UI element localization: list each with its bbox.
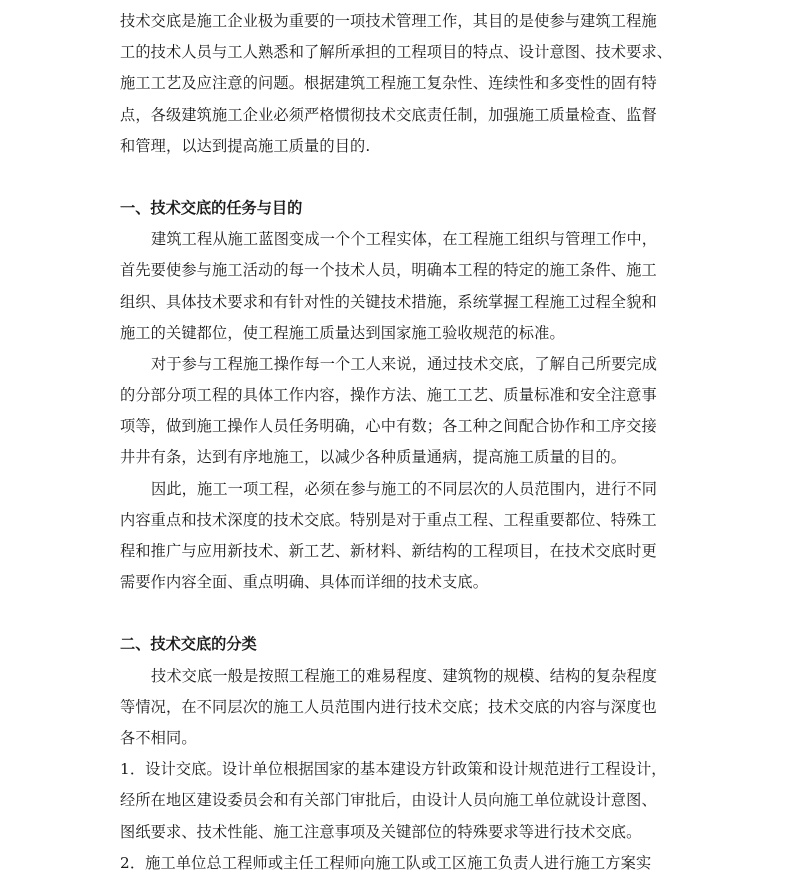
section-heading: 二、技术交底的分类 xyxy=(120,635,257,654)
text-line: 首先要使参与施工活动的每一个技术人员，明确本工程的特定的施工条件、施工 xyxy=(120,261,657,280)
section1-paragraph-1 xyxy=(120,224,675,349)
section1-paragraph-3 xyxy=(120,474,675,599)
text-line: 点，各级建筑施工企业必须严格惯彻技术交底责任制，加强施工质量检查、监督 xyxy=(120,105,657,124)
text-line: 技术交底一般是按照工程施工的难易程度、建筑物的规模、结构的复杂程度 xyxy=(151,666,658,685)
text-line: 的分部分项工程的具体工作内容，操作方法、施工工艺、质量标准和安全注意事 xyxy=(120,386,657,405)
section1-paragraph-2 xyxy=(120,349,675,474)
intro-paragraph xyxy=(120,6,675,162)
text-line: 经所在地区建设委员会和有关部门审批后，由设计人员向施工单位就设计意图、 xyxy=(120,791,657,810)
text-line: 因此，施工一项工程，必须在参与施工的不同层次的人员范围内，进行不同 xyxy=(151,479,658,498)
section-heading: 一、技术交底的任务与目的 xyxy=(120,198,303,217)
text-line: 程和推广与应用新技术、新工艺、新材料、新结构的工程项目，在技术交底时更 xyxy=(120,542,657,560)
text-line: 各不相同。 xyxy=(120,728,197,747)
text-line: 施工工艺及应注意的问题。根据建筑工程施工复杂性、连续性和多变性的固有特 xyxy=(120,74,657,93)
text-line: 和管理，以达到提高施工质量的目的. xyxy=(120,136,371,155)
text-line: 需要作内容全面、重点明确、具体而详细的技术支底。 xyxy=(120,573,489,592)
text-line: 1．设计交底。设计单位根据国家的基本建设方针政策和设计规范进行工程设计， xyxy=(120,760,667,779)
list-item xyxy=(120,848,675,879)
text-line: 建筑工程从施工蓝图变成一个个工程实体，在工程施工组织与管理工作中， xyxy=(151,230,658,249)
text-line: 项等，做到施工操作人员任务明确，心中有数；各工种之间配合协作和工序交接 xyxy=(120,417,657,436)
text-line: 组织、具体技术要求和有针对性的关键技术措施，系统掌握工程施工过程全貌和 xyxy=(120,292,657,311)
text-line: 图纸要求、技术性能、施工注意事项及关键部位的特殊要求等进行技术交底。 xyxy=(120,822,642,841)
text-line: 对于参与工程施工操作每一个工人来说，通过技术交底，了解自己所要完成 xyxy=(151,354,658,373)
document-page xyxy=(120,6,675,879)
section2-paragraph-1 xyxy=(120,661,675,755)
text-line: 工的技术人员与工人熟悉和了解所承担的工程项目的特点、设计意图、技术要求、 xyxy=(120,43,673,62)
text-line: 技术交底是施工企业极为重要的一项技术管理工作，其目的是使参与建筑工程施 xyxy=(120,12,657,30)
list-item xyxy=(120,754,675,848)
text-line: 2．施工单位总工程师或主任工程师向施工队或工区施工负责人进行施工方案实 xyxy=(120,853,652,872)
text-line: 施工的关键都位，使工程施工质量达到国家施工验收规范的标准。 xyxy=(120,323,565,342)
text-line: 井井有条，达到有序地施工，以减少各种质量通病，提高施工质量的目的。 xyxy=(120,448,627,467)
text-line: 内容重点和技术深度的技术交底。特别是对于重点工程、工程重要都位、特殊工 xyxy=(120,510,657,529)
text-line: 等情况，在不同层次的施工人员范围内进行技术交底；技术交底的内容与深度也 xyxy=(120,697,657,716)
